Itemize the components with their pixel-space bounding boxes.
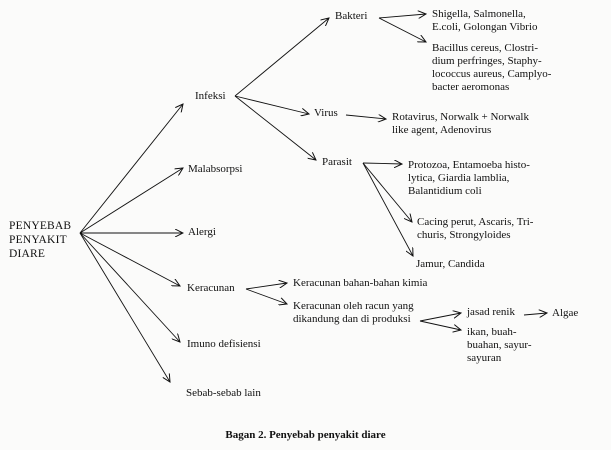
- bakteri-item-2-line-1: Bacillus cereus, Clostri-: [432, 42, 539, 54]
- parasit-item-1-line-1: Protozoa, Entamoeba histo-: [408, 159, 530, 171]
- keracunan-racun-line-2: dikandung dan di produksi: [293, 313, 411, 325]
- arrow-bakteri-item2: [379, 18, 426, 42]
- root-line-3: DIARE: [9, 248, 46, 260]
- arrow-parasit-item2: [363, 163, 412, 222]
- cause-alergi: Alergi: [188, 226, 216, 238]
- parasit-item-2: [417, 216, 533, 242]
- parasit-item-1-line-2: lytica, Giardia lamblia,: [408, 172, 510, 184]
- racun-ikan-line-2: buahan, sayur-: [467, 339, 532, 351]
- arrow-racun-ikan: [420, 321, 461, 330]
- keracunan-racun-line-1: Keracunan oleh racun yang: [293, 300, 414, 312]
- arrow-keracunan-racun: [246, 289, 287, 304]
- root-line-2: PENYAKIT: [9, 234, 67, 246]
- bakteri-item-1: [432, 8, 537, 34]
- keracunan-racun: [293, 300, 414, 326]
- arrow-parasit-item3: [363, 163, 413, 256]
- arrow-parasit-item1: [363, 163, 402, 164]
- figure-caption: Bagan 2. Penyebab penyakit diare: [225, 429, 386, 441]
- arrow-root-sebab-lain: [80, 233, 170, 382]
- arrow-bakteri-item1: [379, 14, 426, 18]
- keracunan-kimia: Keracunan bahan-bahan kimia: [293, 277, 428, 289]
- virus-item-1-line-2: like agent, Adenovirus: [392, 124, 492, 136]
- racun-ikan: [467, 326, 532, 365]
- arrow-keracunan-kimia: [246, 283, 287, 289]
- racun-ikan-line-1: ikan, buah-: [467, 326, 517, 338]
- cause-sebab-lain: Sebab-sebab lain: [186, 387, 261, 399]
- arrow-racun-jasad: [420, 313, 461, 321]
- parasit-item-3-line-1: Jamur, Candida: [416, 258, 485, 270]
- arrow-infeksi-bakteri: [235, 18, 329, 96]
- parasit-item-2-line-1: Cacing perut, Ascaris, Tri-: [417, 216, 534, 228]
- arrow-jasad-algae: [524, 313, 547, 315]
- bakteri-item-2-line-2: dium perfringes, Staphy-: [432, 55, 542, 67]
- racun-jasad-renik: jasad renik: [467, 306, 515, 318]
- bakteri-item-2: [432, 42, 551, 94]
- virus-item-1-line-1: Rotavirus, Norwalk + Norwalk: [392, 111, 529, 123]
- infeksi-bakteri: Bakteri: [335, 10, 368, 22]
- parasit-item-2-line-2: churis, Strongyloides: [417, 229, 511, 241]
- root-node: [9, 219, 71, 261]
- infeksi-virus: Virus: [314, 107, 338, 119]
- racun-algae: Algae: [552, 307, 579, 319]
- arrow-root-malabsorpsi: [80, 168, 183, 233]
- virus-item-1: [392, 111, 529, 137]
- racun-ikan-line-3: sayuran: [467, 352, 502, 364]
- arrow-root-imuno: [80, 233, 180, 342]
- parasit-item-3: [416, 258, 485, 271]
- cause-imuno: Imuno defisiensi: [187, 338, 261, 350]
- cause-keracunan: Keracunan: [187, 282, 235, 294]
- parasit-item-1-line-3: Balantidium coli: [408, 185, 482, 197]
- infeksi-parasit: Parasit: [322, 156, 352, 168]
- arrow-root-keracunan: [80, 233, 180, 286]
- bakteri-item-1-line-1: Shigella, Salmonella,: [432, 8, 526, 20]
- bakteri-item-2-line-3: lococcus aureus, Camplyo-: [432, 68, 552, 80]
- arrow-virus-item1: [346, 115, 386, 119]
- cause-infeksi: Infeksi: [195, 90, 226, 102]
- bakteri-item-1-line-2: E.coli, Golongan Vibrio: [432, 21, 538, 33]
- root-line-1: PENYEBAB: [9, 220, 72, 232]
- arrow-root-infeksi: [80, 104, 183, 233]
- parasit-item-1: [408, 159, 530, 198]
- cause-malabsorpsi: Malabsorpsi: [188, 163, 243, 175]
- bakteri-item-2-line-4: bacter aeromonas: [432, 81, 510, 93]
